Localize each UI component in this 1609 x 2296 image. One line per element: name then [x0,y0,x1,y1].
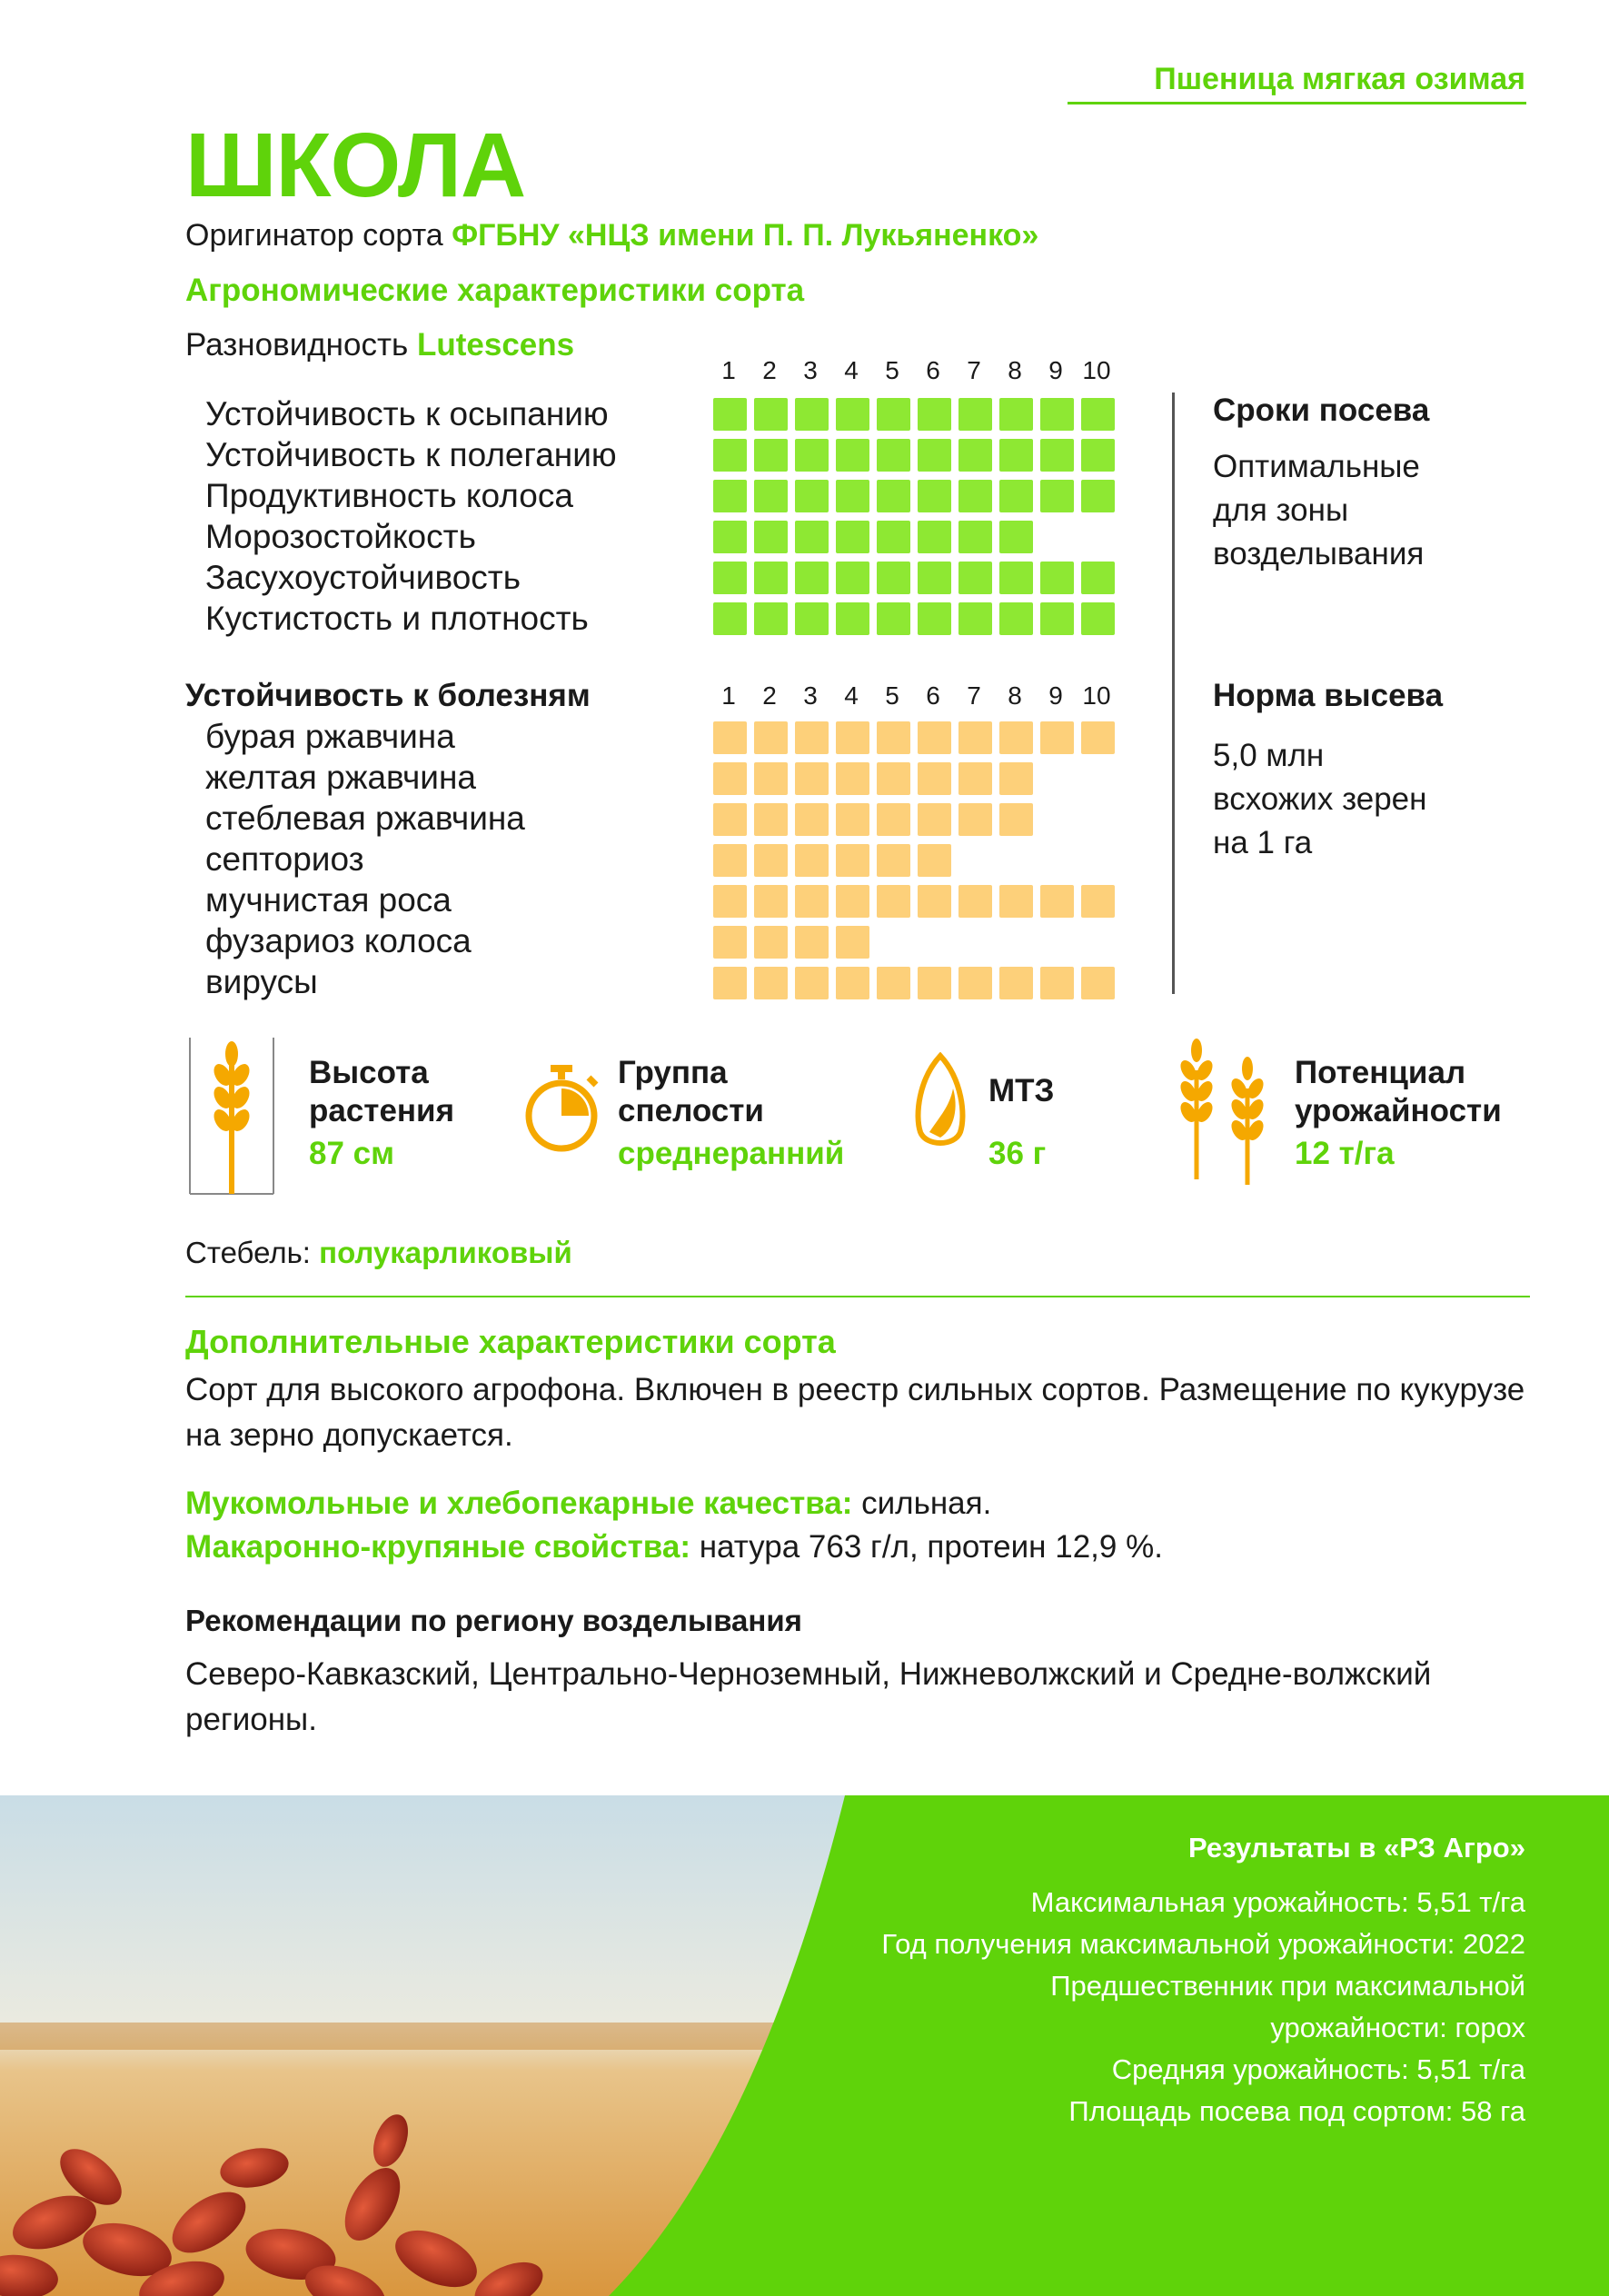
disease-label: вирусы [205,963,318,1000]
score-square [795,885,829,918]
score-square [999,803,1033,836]
sowing-text: Оптимальные для зоны возделывания [1213,449,1425,572]
score-square [877,439,910,472]
score-square [1081,721,1115,754]
score-square [999,602,1033,635]
header-underline [1068,102,1526,104]
score-square [713,967,747,999]
score-square [877,967,910,999]
results-line: урожайности: горох [1270,2012,1525,2043]
score-square [1040,602,1074,635]
score-square [1081,967,1115,999]
score-square [877,480,910,512]
score-square [999,398,1033,431]
scale-number: 5 [885,681,899,710]
score-square [958,885,992,918]
score-square [877,803,910,836]
score-square [795,398,829,431]
score-square [958,480,992,512]
milling-quality [185,1486,991,1522]
disease-label: мучнистая роса [205,881,452,919]
score-square [918,480,951,512]
score-square [918,844,951,877]
score-square [836,480,869,512]
score-square [754,967,788,999]
score-square [918,398,951,431]
score-square [1040,439,1074,472]
variety-type-value: Lutescens [416,327,575,363]
scale-number: 9 [1048,681,1063,710]
scale-number: 3 [803,681,818,710]
score-square [918,762,951,795]
score-square [958,967,992,999]
score-square [877,602,910,635]
score-square [958,398,992,431]
score-square [754,721,788,754]
milling-label: Мукомольные и хлебопекарные качества: [185,1486,853,1521]
score-square [836,398,869,431]
score-square [877,844,910,877]
score-square [754,521,788,553]
score-square [999,762,1033,795]
stopwatch-icon [516,1063,607,1158]
score-square [1040,398,1074,431]
disease-label: желтая ржавчина [205,759,476,796]
score-square [999,721,1033,754]
score-square [877,398,910,431]
score-square [795,521,829,553]
pasta-quality [185,1529,1163,1565]
score-square [836,885,869,918]
score-square [877,562,910,594]
disease-label: фузариоз колоса [205,922,472,959]
score-square [1040,480,1074,512]
score-square [713,439,747,472]
prop-mtz-label: МТЗ [988,1073,1055,1108]
score-square [713,602,747,635]
score-square [1081,602,1115,635]
prop-height-label: Высота растения [309,1055,454,1128]
score-square [1040,967,1074,999]
scale-number: 3 [803,356,818,384]
trait-label: Устойчивость к полеганию [205,436,617,473]
score-square [713,885,747,918]
score-square [958,803,992,836]
score-square [1081,480,1115,512]
score-square [795,762,829,795]
variety-title: ШКОЛА [185,114,526,216]
score-square [918,439,951,472]
prop-maturity-label: Группа спелости [618,1055,764,1128]
score-square [795,602,829,635]
originator [185,218,1038,253]
score-square [1040,721,1074,754]
score-square [754,844,788,877]
scale-number: 8 [1008,356,1022,384]
results-line: Средняя урожайность: 5,51 т/га [1111,2053,1525,2085]
score-square [795,926,829,959]
rate-heading: Норма высева [1213,678,1444,713]
variety-type-label: Разновидность [185,327,409,363]
wheat-ruler-icon [186,1034,277,1202]
section-divider [185,1296,1530,1297]
score-square [999,521,1033,553]
score-square [795,562,829,594]
scale-number: 1 [721,681,736,710]
score-square [754,439,788,472]
scale-number: 6 [926,356,940,384]
score-square [795,844,829,877]
score-square [918,521,951,553]
stem-info [185,1236,572,1270]
results-line: Год получения максимальной урожайности: 2022 [881,1928,1525,1960]
scale-number: 10 [1082,356,1111,384]
score-square [754,803,788,836]
score-square [1081,398,1115,431]
crop-type: Пшеница мягкая озимая [1154,62,1525,96]
score-square [958,562,992,594]
rate-text: 5,0 млн всхожих зерен на 1 га [1213,738,1427,860]
pasta-label: Макаронно-крупяные свойства: [185,1529,690,1565]
score-square [836,521,869,553]
score-square [795,439,829,472]
results-heading: Результаты в «РЗ Агро» [1188,1832,1525,1864]
footer-banner [0,1795,1609,2296]
disease-heading: Устойчивость к болезням [185,678,591,713]
agro-scale [0,356,1609,389]
score-square [1081,885,1115,918]
agro-heading: Агрономические характеристики сорта [185,273,805,308]
score-square [713,926,747,959]
region-heading: Рекомендации по региону возделывания [185,1604,802,1637]
score-square [877,521,910,553]
score-square [999,480,1033,512]
score-square [795,480,829,512]
score-square [836,562,869,594]
disease-label: стеблевая ржавчина [205,800,525,837]
milling-value: сильная. [861,1486,992,1521]
score-square [836,967,869,999]
scale-number: 10 [1082,681,1111,710]
scale-number: 1 [721,356,736,384]
score-square [918,721,951,754]
score-square [754,602,788,635]
region-text: Северо-Кавказский, Центрально-Черноземный, Нижневолжский и Средне-волжский регионы. [185,1656,1432,1737]
stem-label: Стебель: [185,1236,311,1269]
scale-number: 2 [762,681,777,710]
wheat-ears-icon [1167,1034,1276,1193]
score-square [836,602,869,635]
score-square [877,762,910,795]
score-square [958,721,992,754]
extra-text: Сорт для высокого агрофона. Включен в реестр сильных сортов. Размещение по кукурузе на зерно допускается. [185,1372,1525,1453]
trait-label: Засухоустойчивость [205,559,521,596]
scale-number: 2 [762,356,777,384]
score-square [958,762,992,795]
score-square [713,398,747,431]
prop-maturity-value: среднеранний [618,1136,845,1171]
scale-number: 6 [926,681,940,710]
score-square [999,562,1033,594]
score-square [795,803,829,836]
prop-yield-label: Потенциал урожайности [1295,1055,1502,1128]
originator-value: ФГБНУ «НЦЗ имени П. П. Лукьяненко» [452,218,1039,253]
score-square [754,926,788,959]
score-square [713,844,747,877]
score-square [918,602,951,635]
score-square [754,562,788,594]
score-square [1040,885,1074,918]
score-square [713,480,747,512]
score-square [958,521,992,553]
score-square [754,885,788,918]
scale-number: 8 [1008,681,1022,710]
trait-label: Морозостойкость [205,518,476,555]
disease-label: септориоз [205,840,364,878]
pasta-value: натура 763 г/л, протеин 12,9 %. [699,1529,1163,1565]
scale-number: 7 [967,356,981,384]
score-square [877,721,910,754]
score-square [795,721,829,754]
score-square [836,762,869,795]
score-square [877,885,910,918]
score-square [999,967,1033,999]
scale-number: 4 [844,356,859,384]
extra-heading: Дополнительные характеристики сорта [185,1323,836,1360]
score-square [1081,439,1115,472]
score-square [754,398,788,431]
prop-mtz-value: 36 г [988,1136,1047,1171]
score-square [836,926,869,959]
score-square [713,803,747,836]
prop-height-value: 87 см [309,1136,395,1171]
scale-number: 5 [885,356,899,384]
score-square [918,803,951,836]
score-square [836,439,869,472]
score-square [713,762,747,795]
grain-icon [913,1052,968,1157]
score-square [836,721,869,754]
score-square [999,439,1033,472]
trait-label: Продуктивность колоса [205,477,573,514]
score-square [918,885,951,918]
score-square [713,521,747,553]
results-line: Максимальная урожайность: 5,51 т/га [1030,1886,1525,1918]
disease-label: бурая ржавчина [205,718,455,755]
score-square [1040,562,1074,594]
sowing-heading: Сроки посева [1213,393,1430,428]
score-square [918,967,951,999]
results-line: Площадь посева под сортом: 58 га [1068,2095,1525,2127]
score-square [1081,562,1115,594]
trait-label: Устойчивость к осыпанию [205,395,609,432]
score-square [999,885,1033,918]
score-square [754,480,788,512]
score-square [754,762,788,795]
score-square [918,562,951,594]
scale-number: 4 [844,681,859,710]
scale-number: 7 [967,681,981,710]
score-square [713,721,747,754]
disease-scale [0,681,1609,714]
score-square [713,562,747,594]
score-square [795,967,829,999]
score-square [958,602,992,635]
results-line: Предшественник при максимальной [1050,1970,1525,2002]
stem-value: полукарликовый [319,1236,572,1269]
prop-yield-value: 12 т/га [1295,1136,1395,1171]
originator-label: Оригинатор сорта [185,218,443,253]
score-square [836,844,869,877]
score-square [958,439,992,472]
trait-label: Кустистость и плотность [205,600,589,637]
score-square [836,803,869,836]
scale-number: 9 [1048,356,1063,384]
